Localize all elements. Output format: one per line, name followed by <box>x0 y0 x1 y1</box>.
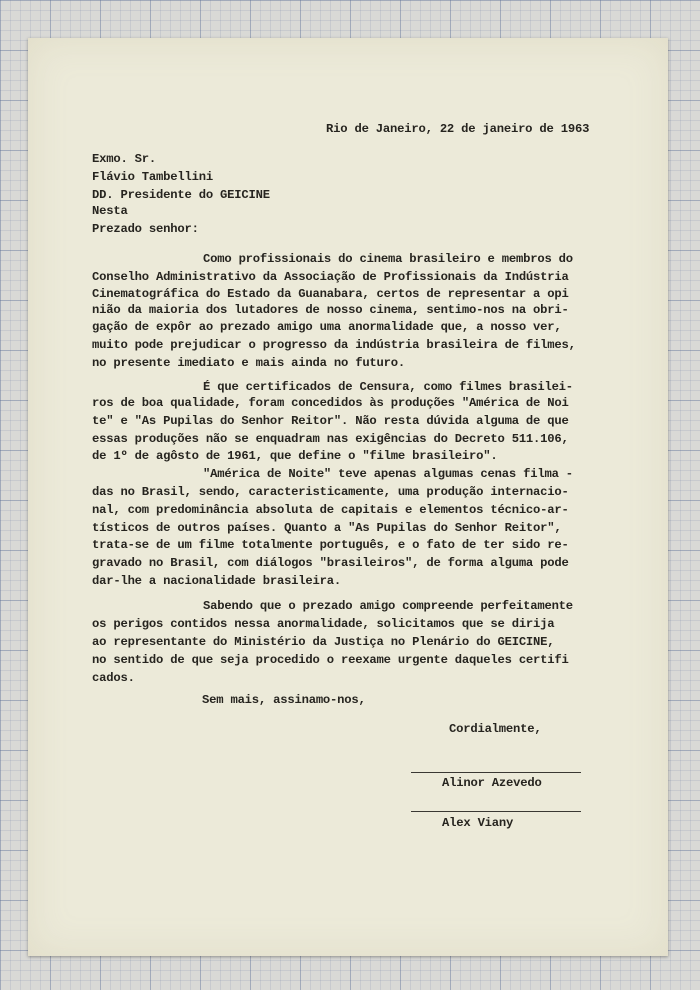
body-line: Sabendo que o prezado amigo compreende perfeitamente <box>203 599 573 613</box>
signatory-name: Alex Viany <box>442 816 514 830</box>
body-line: no presente imediato e mais ainda no futuro. <box>92 356 406 370</box>
body-line: Como profissionais do cinema brasileiro e membros do <box>203 252 573 266</box>
body-line: Cinematográfica do Estado da Guanabara, certos de representar a opi <box>92 287 569 301</box>
body-line: gravado no Brasil, com diálogos "brasileiros", de forma alguma pode <box>92 556 569 570</box>
body-line: "América de Noite" teve apenas algumas cenas filma - <box>203 467 573 481</box>
signature-line <box>411 811 581 812</box>
salutation: Prezado senhor: <box>92 222 199 236</box>
letter-date: Rio de Janeiro, 22 de janeiro de 1963 <box>326 122 590 136</box>
body-line: gação de expôr ao prezado amigo uma anormalidade que, a nosso ver, <box>92 320 562 334</box>
recipient-line: DD. Presidente do GEICINE <box>92 188 270 202</box>
body-line: ao representante do Ministério da Justiça no Plenário do GEICINE, <box>92 635 555 649</box>
body-line: os perigos contidos nessa anormalidade, solicitamos que se dirija <box>92 617 555 631</box>
closing: Cordialmente, <box>449 722 542 736</box>
body-line: Conselho Administrativo da Associação de Profissionais da Indústria <box>92 270 569 284</box>
recipient-line: Exmo. Sr. <box>92 152 157 166</box>
body-line: no sentido de que seja procedido o reexame urgente daqueles certifi <box>92 653 569 667</box>
body-line: tísticos de outros países. Quanto a "As Pupilas do Senhor Reitor", <box>92 521 562 535</box>
body-line: dar-lhe a nacionalidade brasileira. <box>92 574 341 588</box>
body-line: muito pode prejudicar o progresso da indústria brasileira de filmes, <box>92 338 576 352</box>
body-line: de 1º de agôsto de 1961, que define o "filme brasileiro". <box>92 449 498 463</box>
body-line: ros de boa qualidade, foram concedidos às produções "América de Noi <box>92 396 569 410</box>
body-line: te" e "As Pupilas do Senhor Reitor". Não resta dúvida alguma de que <box>92 414 569 428</box>
body-line: nião da maioria dos lutadores de nosso cinema, sentimo-nos na obri- <box>92 303 569 317</box>
body-line: trata-se de um filme totalmente português, e o fato de ter sido re- <box>92 538 569 552</box>
body-line: É que certificados de Censura, como filmes brasilei- <box>203 380 573 394</box>
closing-phrase: Sem mais, assinamo-nos, <box>202 693 366 707</box>
body-line: cados. <box>92 671 135 685</box>
signature-line <box>411 772 581 773</box>
recipient-line: Flávio Tambellini <box>92 170 213 184</box>
body-line: das no Brasil, sendo, caracteristicamente, uma produção internacio- <box>92 485 569 499</box>
body-line: essas produções não se enquadram nas exigências do Decreto 511.106, <box>92 432 569 446</box>
body-line: nal, com predominância absoluta de capitais e elementos técnico-ar- <box>92 503 569 517</box>
recipient-line: Nesta <box>92 204 128 218</box>
signatory-name: Alinor Azevedo <box>442 776 542 790</box>
letter-sheet <box>28 38 668 956</box>
